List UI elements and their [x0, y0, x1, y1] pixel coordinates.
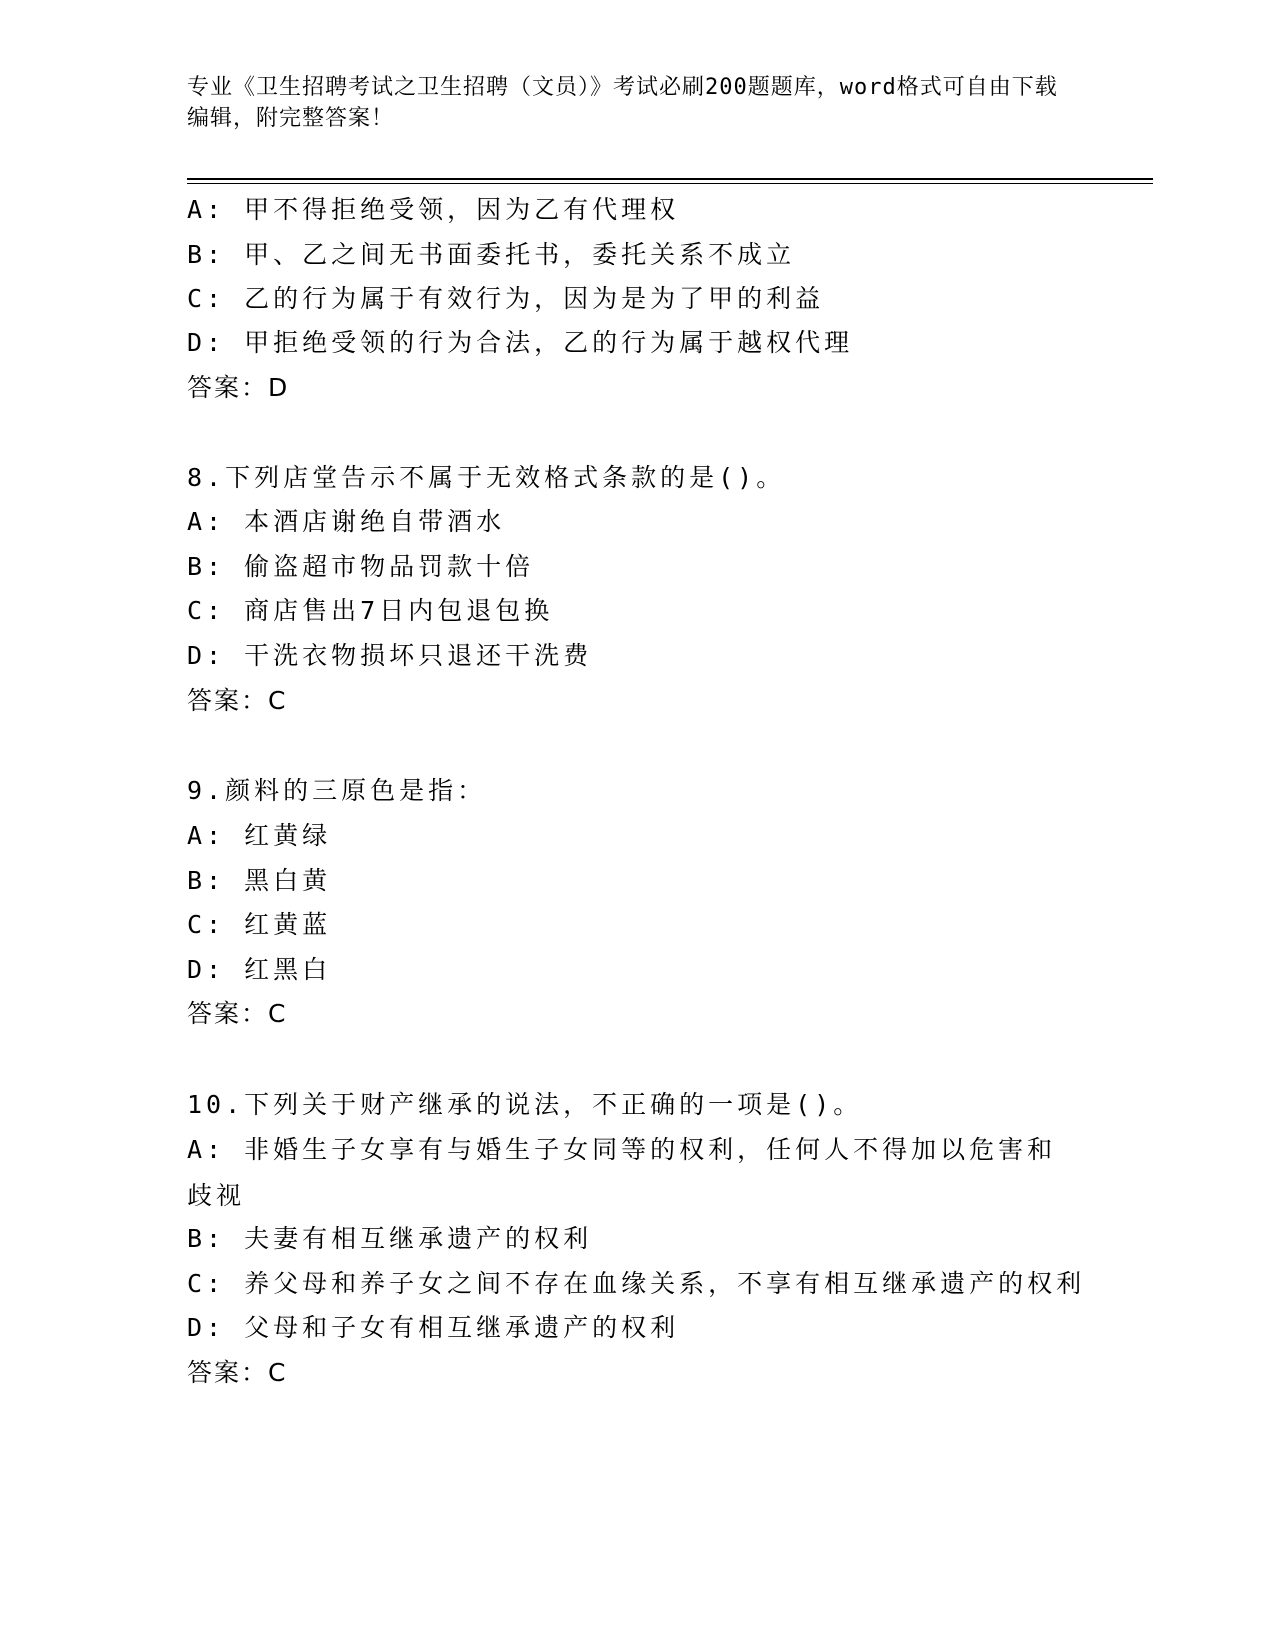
q7-option-a: A: 甲不得拒绝受领，因为乙有代理权: [187, 195, 680, 224]
q10-option-a: A: 非婚生子女享有与婚生子女同等的权利，任何人不得加以危害和歧视: [187, 1135, 1057, 1210]
q9-question: 9.颜料的三原色是指：: [187, 776, 487, 805]
q10-question: 10.下列关于财产继承的说法，不正确的一项是()。: [187, 1090, 863, 1119]
q7-option-c: C: 乙的行为属于有效行为，因为是为了甲的利益: [187, 284, 825, 313]
q9-option-d: D: 红黑白: [187, 955, 332, 984]
q9-answer: 答案：C: [187, 999, 288, 1028]
q8-question: 8.下列店堂告示不属于无效格式条款的是()。: [187, 463, 786, 492]
q8-answer: 答案：C: [187, 686, 288, 715]
header-rule-thin: [187, 183, 1153, 184]
q10-option-b: B: 夫妻有相互继承遗产的权利: [187, 1224, 593, 1253]
header-rule-thick: [187, 178, 1153, 180]
q8-option-b: B: 偷盗超市物品罚款十倍: [187, 552, 535, 581]
q7-answer: 答案：D: [187, 373, 290, 402]
q7-option-b: B: 甲、乙之间无书面委托书，委托关系不成立: [187, 240, 796, 269]
q7-option-d: D: 甲拒绝受领的行为合法，乙的行为属于越权代理: [187, 328, 854, 357]
document-header: 专业《卫生招聘考试之卫生招聘（文员）》考试必刷200题题库，word格式可自由下载编辑，附完整答案！: [187, 75, 1058, 131]
q8-option-c: C: 商店售出7日内包退包换: [187, 596, 554, 625]
q9-option-b: B: 黑白黄: [187, 866, 332, 895]
q9-option-a: A: 红黄绿: [187, 821, 332, 850]
q10-answer: 答案：C: [187, 1358, 288, 1387]
q9-option-c: C: 红黄蓝: [187, 910, 332, 939]
q10-option-c: C: 养父母和养子女之间不存在血缘关系，不享有相互继承遗产的权利: [187, 1269, 1086, 1298]
q10-option-d: D: 父母和子女有相互继承遗产的权利: [187, 1313, 680, 1342]
q8-option-a: A: 本酒店谢绝自带酒水: [187, 507, 506, 536]
q8-option-d: D: 干洗衣物损坏只退还干洗费: [187, 641, 593, 670]
